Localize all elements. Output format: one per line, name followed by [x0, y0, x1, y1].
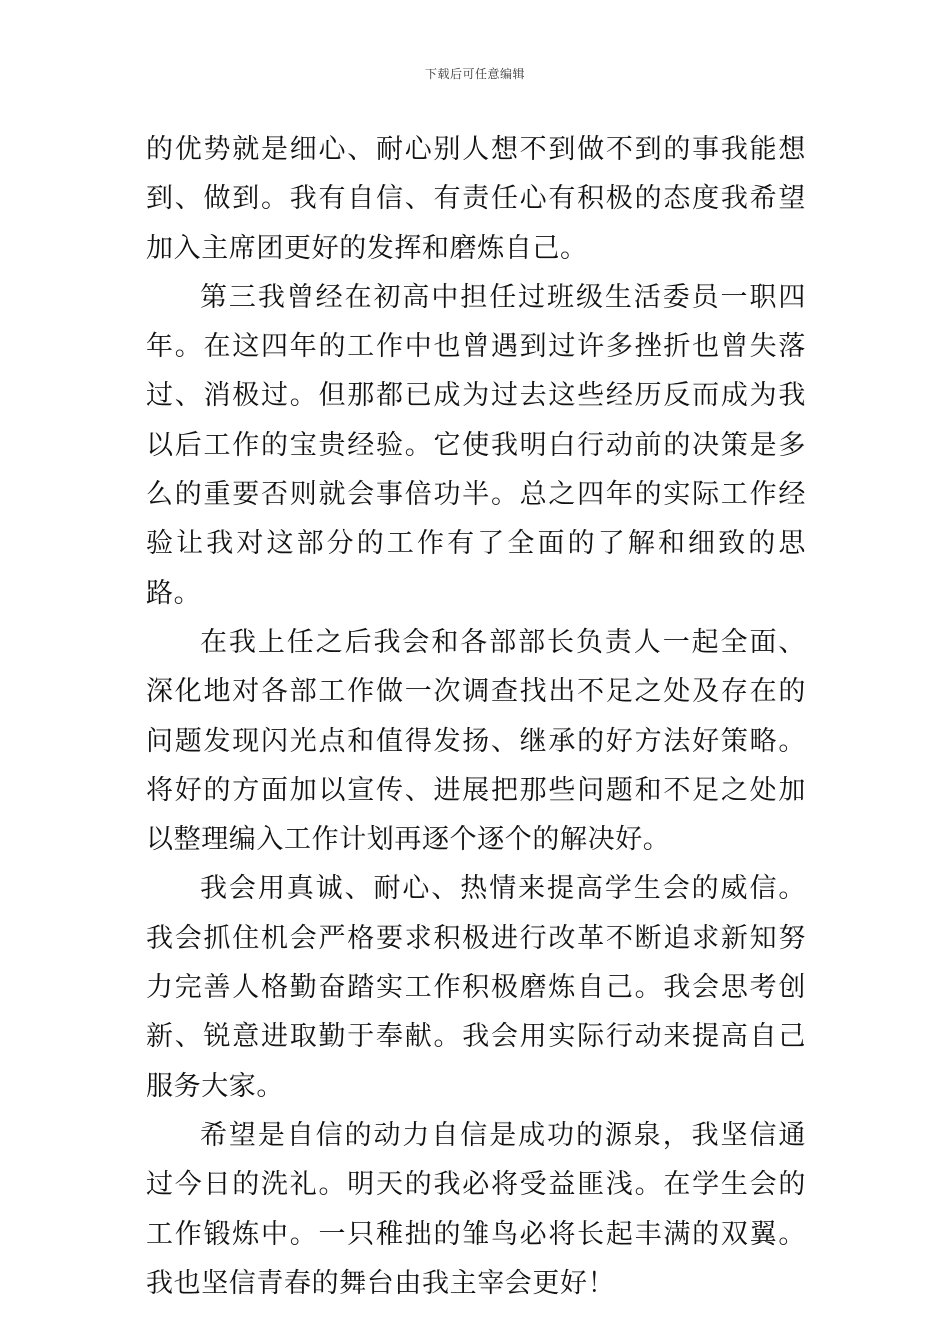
page-header-note: 下载后可任意编辑 [424, 67, 525, 81]
document-body [146, 125, 806, 1308]
paragraph-experience: 第三我曾经在初高中担任过班级生活委员一职四年。在这四年的工作中也曾遇到过许多挫折也曾失落过、消极过。但那都已成为过去这些经历反而成为我以后工作的宝贵经验。它使我明白行动前的决策是多么的重要否则就会事倍功半。总之四年的实际工作经验让我对这部分的工作有了全面的了解和细致的思路。 [146, 281, 806, 609]
paragraph-plan: 在我上任之后我会和各部部长负责人一起全面、深化地对各部工作做一次调查找出不足之处及存在的问题发现闪光点和值得发扬、继承的好方法好策略。将好的方面加以宣传、进展把那些问题和不足之处加以整理编入工作计划再逐个逐个的解决好。 [146, 626, 806, 856]
paragraph-continuation: 的优势就是细心、耐心别人想不到做不到的事我能想到、做到。我有自信、有责任心有积极的态度我希望加入主席团更好的发挥和磨炼自己。 [146, 134, 806, 264]
paragraph-commitment: 我会用真诚、耐心、热情来提高学生会的威信。我会抓住机会严格要求积极进行改革不断追求新知努力完善人格勤奋踏实工作积极磨炼自己。我会思考创新、锐意进取勤于奉献。我会用实际行动来提高自己服务大家。 [146, 873, 806, 1102]
paragraph-closing: 希望是自信的动力自信是成功的源泉，我坚信通过今日的洗礼。明天的我必将受益匪浅。在学生会的工作锻炼中。一只稚拙的雏鸟必将长起丰满的双翼。我也坚信青春的舞台由我主宰会更好！ [146, 1119, 806, 1299]
